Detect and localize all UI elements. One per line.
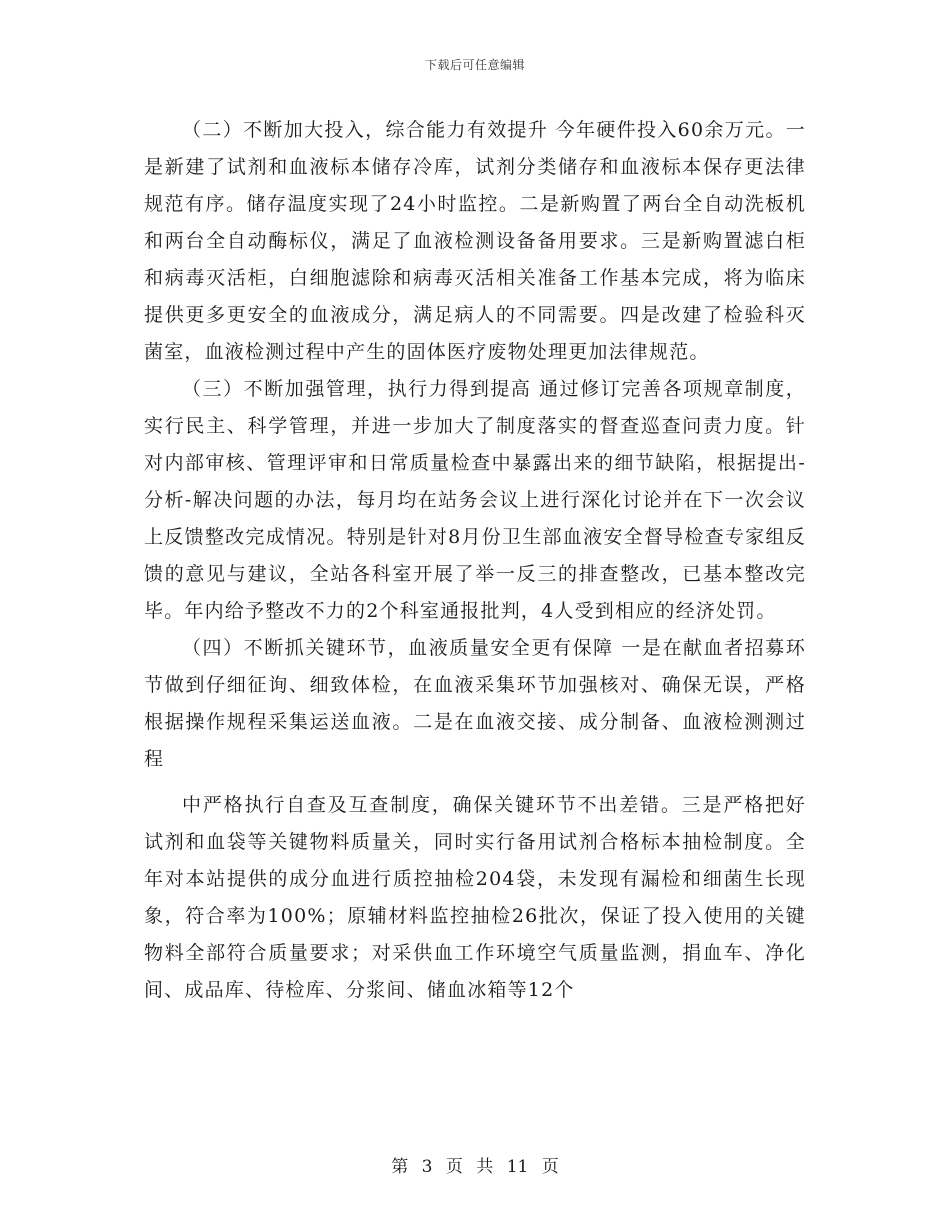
paragraph-key-links: （四）不断抓关键环节，血液质量安全更有保障 一是在献血者招募环节做到仔细征询、细致体检，在血液采集环节加强核对、确保无误，严格根据操作规程采集运送血液。二是在血液交接、成分制备、血液检测测过程 xyxy=(144,637,806,770)
paragraph-continuation: 中严格执行自查及互查制度，确保关键环节不出差错。三是严格把好试剂和血袋等关键物料质量关，同时实行备用试剂合格标本抽检制度。全年对本站提供的成分血进行质控抽检204袋，未发现有漏检和细菌生长现象，符合率为100%；原辅材料监控抽检26批次，保证了投入使用的关键物料全部符合质量要求；对采供血工作环境空气质量监测，捐血车、净化间、成品库、待检库、分浆间、储血冰箱等12个 xyxy=(144,794,806,1001)
footer-label-gong: 共 xyxy=(476,1157,494,1177)
header-note: 下载后可任意编辑 xyxy=(424,58,525,72)
page-footer xyxy=(0,1152,950,1177)
footer-label-di: 第 xyxy=(391,1157,409,1177)
footer-label-ye: 页 xyxy=(445,1157,463,1177)
document-body xyxy=(144,112,806,1009)
footer-label-ye-end: 页 xyxy=(541,1157,559,1177)
paragraph-management: （三）不断加强管理，执行力得到提高 通过修订完善各项规章制度，实行民主、科学管理，并进一步加大了制度落实的督查巡查问责力度。针对内部审核、管理评审和日常质量检查中暴露出来的细节缺陷，根据提出-分析-解决问题的办法，每月均在站务会议上进行深化讨论并在下一次会议上反馈整改完成情况。特别是针对8月份卫生部血液安全督导检查专家组反馈的意见与建议，全站各科室开展了举一反三的排查整改，已基本整改完毕。年内给予整改不力的2个科室通报批判，4人受到相应的经济处罚。 xyxy=(144,378,806,622)
footer-current-page: 3 xyxy=(421,1157,433,1177)
paragraph-investment: （二）不断加大投入，综合能力有效提升 今年硬件投入60余万元。一是新建了试剂和血液标本储存冷库，试剂分类储存和血液标本保存更法律规范有序。储存温度实现了24小时监控。二是新购置了两台全自动洗板机和两台全自动酶标仪，满足了血液检测设备备用要求。三是新购置滤白柜和病毒灭活柜，白细胞滤除和病毒灭活相关准备工作基本完成，将为临床提供更多更安全的血液成分，满足病人的不同需要。四是改建了检验科灭菌室，血液检测过程中产生的固体医疗废物处理更加法律规范。 xyxy=(144,119,806,363)
footer-total-pages: 11 xyxy=(506,1157,529,1177)
